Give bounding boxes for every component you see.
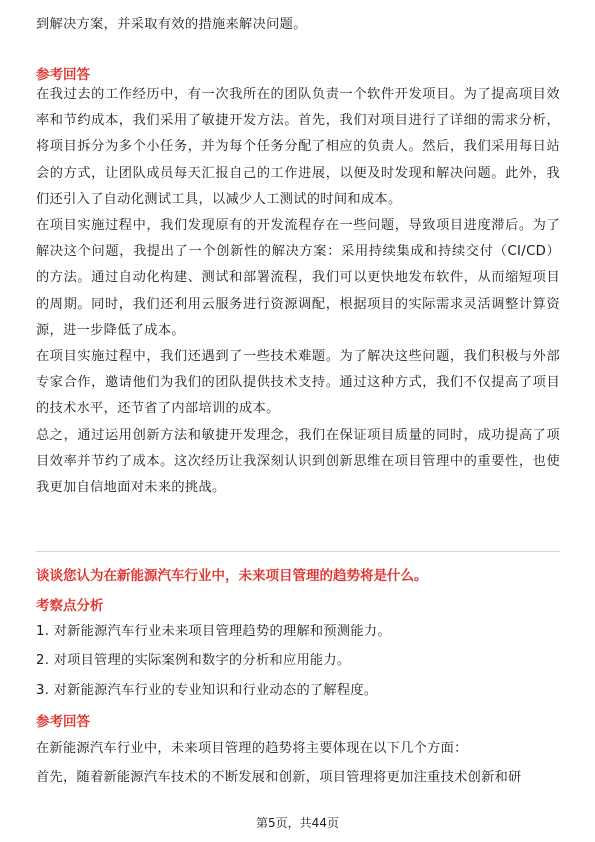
analysis-item-1: 1. 对新能源汽车行业未来项目管理趋势的理解和预测能力。 [36, 624, 391, 639]
analysis-item-2: 2. 对项目管理的实际案例和数字的分析和应用能力。 [36, 653, 351, 668]
answer-paragraph: 在项目实施过程中，我们发现原有的开发流程存在一些问题，导致项目进度滞后。为了解决这个问题，我提出了一个创新性的解决方案：采用持续集成和持续交付（CI/CD）的方法。通过自动化构建、测试和部署流程，我们可以更快地发布软件，从而缩短项目的周期。同时，我们还利用云服务进行资源调配，根据项目的实际需求灵活调整计算资源，进一步降低了成本。 [36, 218, 560, 338]
analysis-heading: 考察点分析 [36, 598, 104, 614]
top-continuation-text: 到解决方案，并采取有效的措施来解决问题。 [36, 17, 307, 32]
answer-heading-2: 参考回答 [36, 714, 90, 730]
question-heading: 谈谈您认为在新能源汽车行业中，未来项目管理的趋势将是什么。 [36, 568, 428, 584]
answer-paragraph: 在我过去的工作经历中，有一次我所在的团队负责一个软件开发项目。为了提高项目效率和节约成本，我们采用了敏捷开发方法。首先，我们对项目进行了详细的需求分析，将项目拆分为多个小任务，并为每个任务分配了相应的负责人。然后，我们采用每日站会的方式，让团队成员每天汇报自己的工作进展，以便及时发现和解决问题。此外，我们还引入了自动化测试工具，以减少人工测试的时间和成本。 [36, 87, 560, 207]
section-divider [36, 551, 560, 552]
analysis-item-3: 3. 对新能源汽车行业的专业知识和行业动态的了解程度。 [36, 683, 378, 698]
answer-heading-1: 参考回答 [36, 67, 90, 83]
answer-paragraph: 总之，通过运用创新方法和敏捷开发理念，我们在保证项目质量的同时，成功提高了项目效率并节约了成本。这次经历让我深刻认识到创新思维在项目管理中的重要性，也使我更加自信地面对未来的挑战。 [36, 427, 560, 496]
answer-body-1 [36, 82, 560, 501]
answer2-paragraph-2: 首先，随着新能源汽车技术的不断发展和创新，项目管理将更加注重技术创新和研 [36, 770, 522, 785]
page-number-footer: 第5页，共44页 [256, 816, 339, 830]
answer-paragraph: 在项目实施过程中，我们还遇到了一些技术难题。为了解决这些问题，我们积极与外部专家合作，邀请他们为我们的团队提供技术支持。通过这种方式，我们不仅提高了项目的技术水平，还节省了内部培训的成本。 [36, 349, 560, 417]
answer2-paragraph-1: 在新能源汽车行业中，未来项目管理的趋势将主要体现在以下几个方面： [36, 741, 468, 756]
